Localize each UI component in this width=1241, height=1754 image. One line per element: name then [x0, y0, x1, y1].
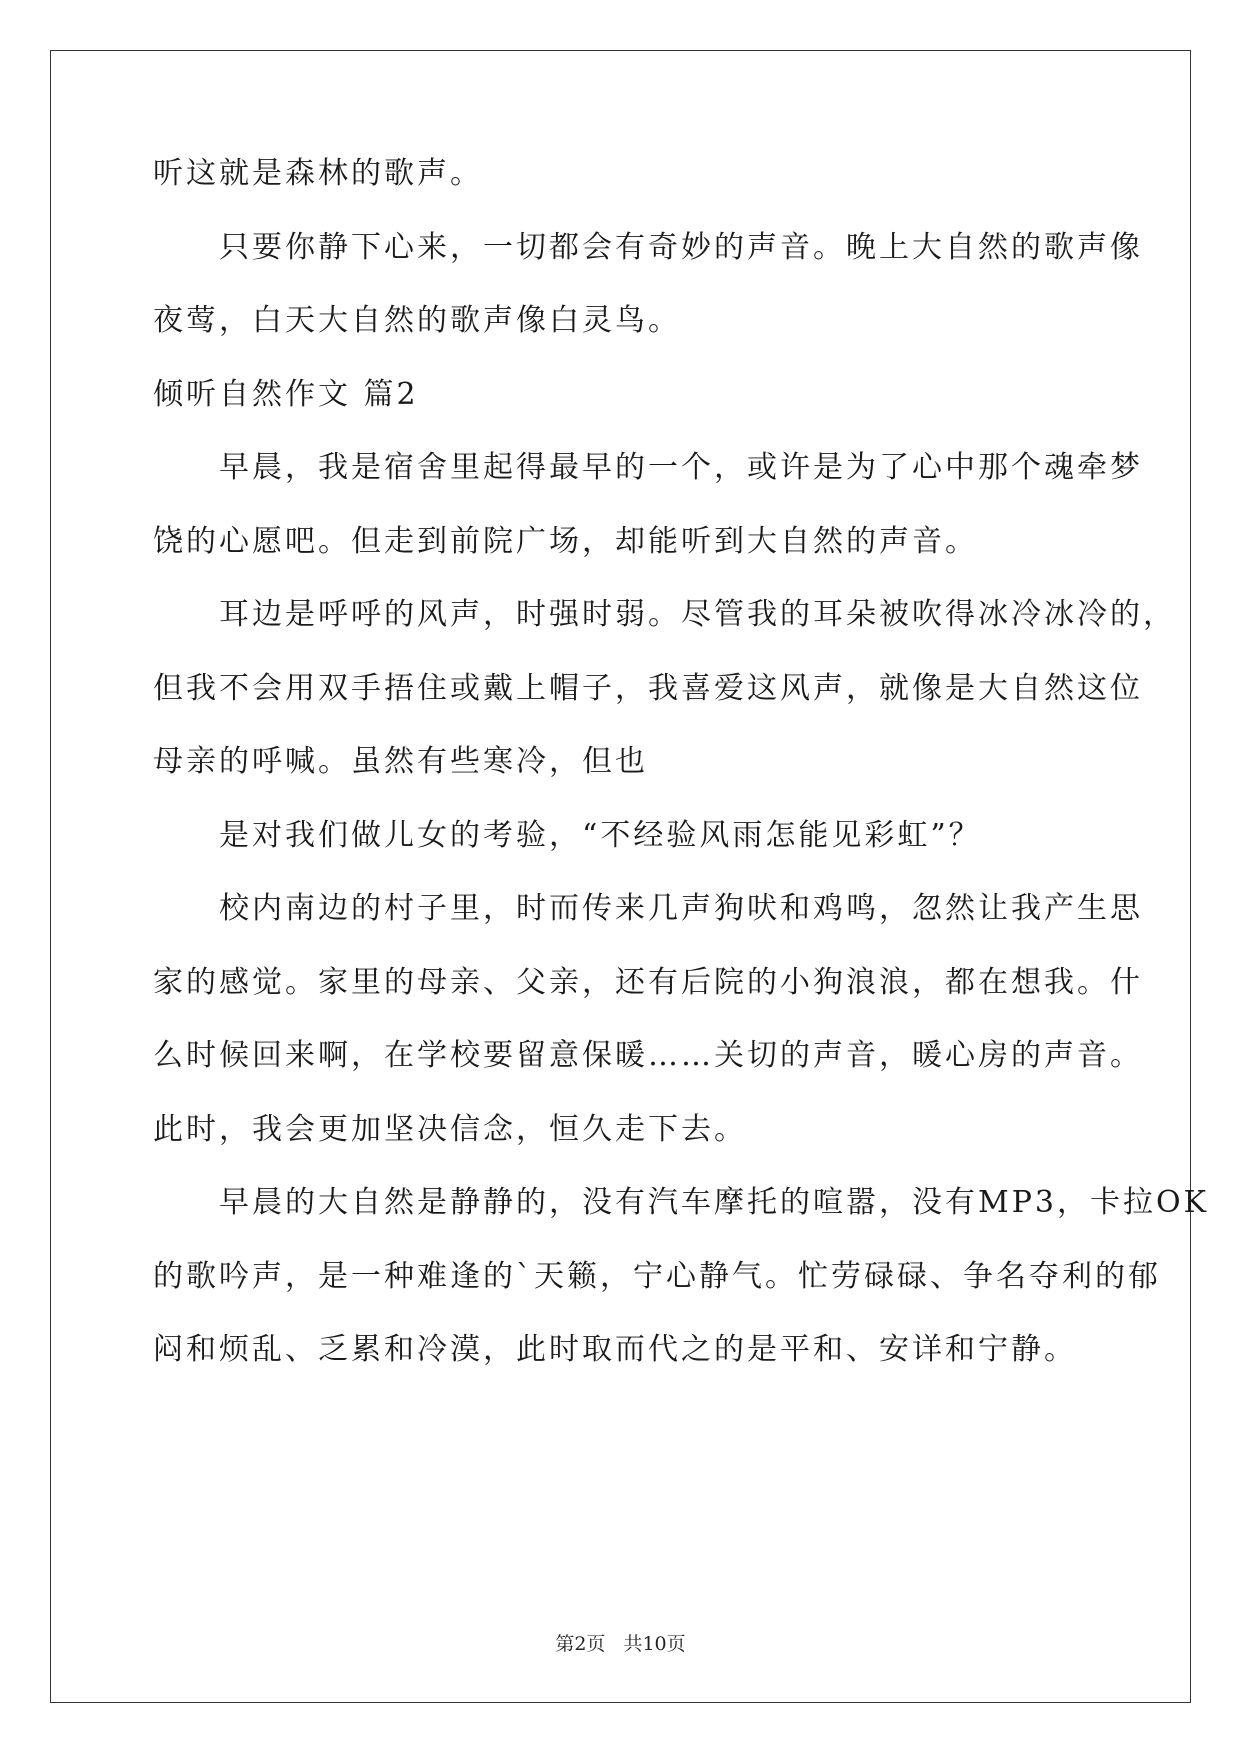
page-footer — [0, 1632, 1241, 1656]
section-heading: 倾听自然作文 篇2 — [153, 377, 419, 412]
paragraph-line: 耳边是呼呼的风声，时强时弱。尽管我的耳朵被吹得冰冷冰冷的， — [153, 597, 1176, 632]
paragraph-line: 只要你静下心来，一切都会有奇妙的声音。晚上大自然的歌声像 — [153, 230, 1143, 265]
paragraph-line: 早晨的大自然是静静的，没有汽车摩托的喧嚣，没有MP3，卡拉OK — [153, 1185, 1209, 1220]
text-line: 闷和烦乱、乏累和冷漠，此时取而代之的是平和、安详和宁静。 — [153, 1332, 1077, 1367]
text-line: 么时候回来啊，在学校要留意保暖……关切的声音，暖心房的声音。 — [153, 1038, 1143, 1073]
text-line: 家的感觉。家里的母亲、父亲，还有后院的小狗浪浪，都在想我。什 — [153, 965, 1143, 1000]
text-line: 的歌吟声，是一种难逢的`天籁，宁心静气。忙劳碌碌、争名夺利的郁 — [153, 1259, 1161, 1294]
paragraph-line: 早晨，我是宿舍里起得最早的一个，或许是为了心中那个魂牵梦 — [153, 450, 1143, 485]
page-number: 第2页 — [555, 1633, 606, 1655]
text-line: 听这就是森林的歌声。 — [153, 156, 483, 191]
text-line: 母亲的呼喊。虽然有些寒冷，但也 — [153, 744, 648, 779]
page-total: 共10页 — [623, 1633, 686, 1655]
text-line: 饶的心愿吧。但走到前院广场，却能听到大自然的声音。 — [153, 524, 978, 559]
text-line: 但我不会用双手捂住或戴上帽子，我喜爱这风声，就像是大自然这位 — [153, 671, 1143, 706]
text-line: 此时，我会更加坚决信念，恒久走下去。 — [153, 1112, 747, 1147]
page-border — [50, 50, 1191, 1703]
paragraph-line: 是对我们做儿女的考验，“不经验风雨怎能见彩虹”？ — [153, 818, 982, 853]
paragraph-line: 校内南边的村子里，时而传来几声狗吠和鸡鸣，忽然让我产生思 — [153, 891, 1143, 926]
text-line: 夜莺，白天大自然的歌声像白灵鸟。 — [153, 303, 681, 338]
